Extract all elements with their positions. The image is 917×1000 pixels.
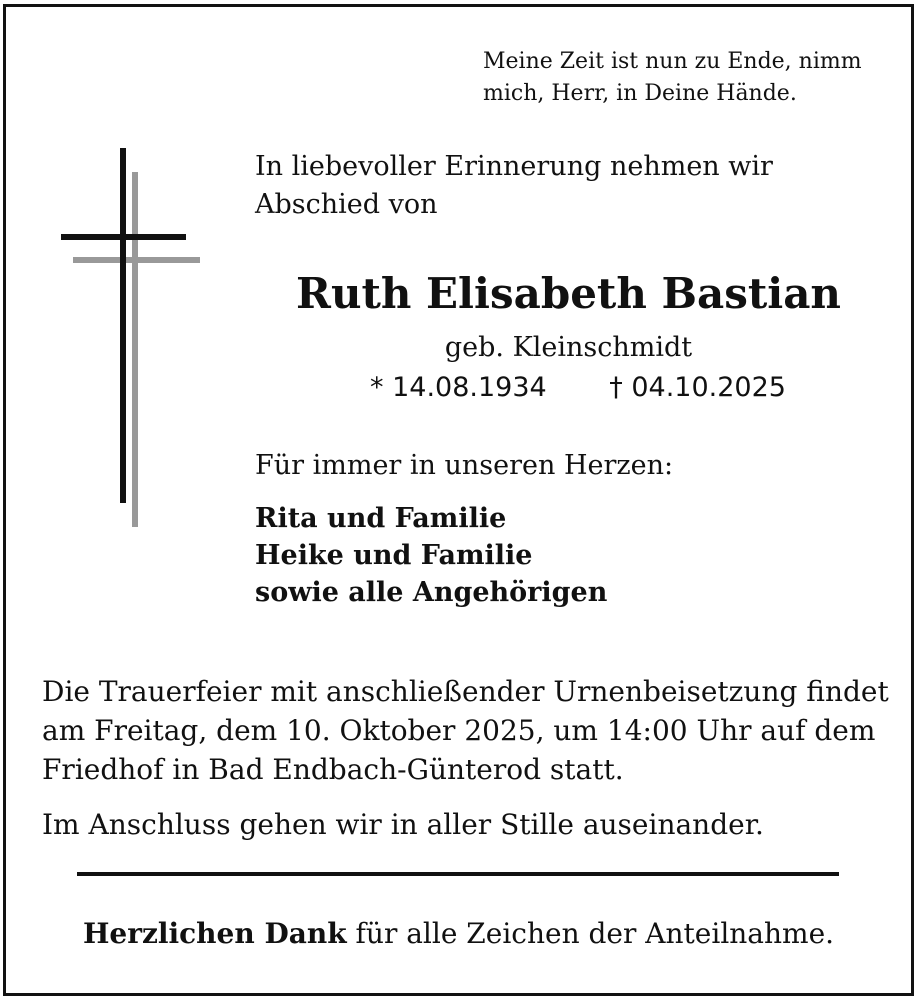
cross-dark-horizontal [61, 234, 186, 240]
death-date: † 04.10.2025 [609, 372, 786, 403]
thanks-line [0, 914, 917, 954]
verse [483, 46, 883, 110]
closing-note: Im Anschluss gehen wir in aller Stille auseinander. [42, 808, 764, 841]
mourner-name: Heike und Familie [255, 540, 533, 571]
cross-gray-horizontal [73, 257, 200, 263]
mourners-heading: Für immer in unseren Herzen: [255, 450, 674, 481]
thanks-rest: für alle Zeichen der Anteilnahme. [355, 917, 835, 950]
ceremony-details: Die Trauerfeier mit anschließender Urnenbeisetzung findet am Freitag, dem 10. Oktober 2025, um 14:00 Uhr auf dem Friedhof in Bad Endbach-Günterod statt. [42, 675, 889, 786]
intro-text [255, 148, 855, 224]
divider-line [77, 872, 839, 876]
intro-line-1: In liebevoller Erinnerung nehmen wir [255, 151, 773, 182]
verse-line-1: Meine Zeit ist nun zu Ende, nimm [483, 49, 862, 74]
thanks-bold: Herzlichen Dank [82, 917, 347, 950]
verse-line-2: mich, Herr, in Deine Hände. [483, 81, 797, 106]
birth-date: * 14.08.1934 [370, 372, 547, 403]
maiden-name: geb. Kleinschmidt [444, 332, 693, 363]
mourners-list [255, 500, 607, 611]
intro-line-2: Abschied von [255, 189, 438, 220]
deceased-name: Ruth Elisabeth Bastian [296, 269, 841, 318]
mourner-name: sowie alle Angehörigen [255, 577, 608, 608]
life-dates [370, 370, 786, 406]
mourner-name: Rita und Familie [255, 503, 507, 534]
cross-dark-vertical [120, 148, 126, 503]
